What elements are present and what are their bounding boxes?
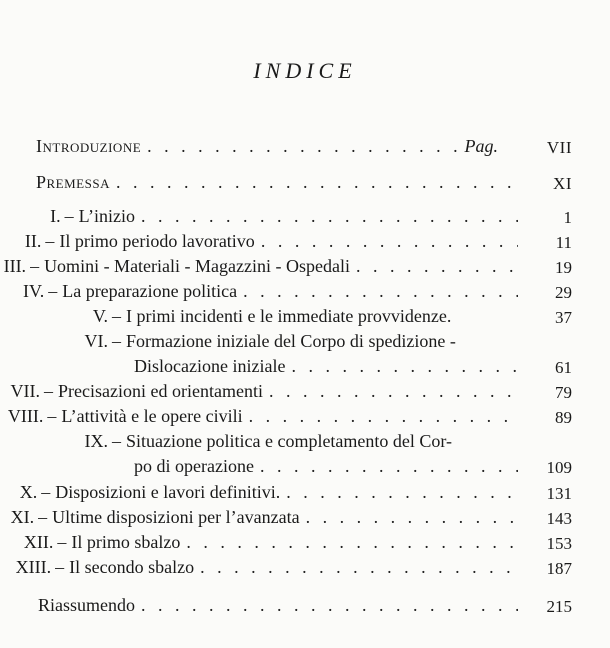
- toc-entry-title: I primi incidenti e le immediate provvidenze.: [126, 306, 452, 326]
- chapter-number: V.: [92, 306, 108, 326]
- toc-entry-title: Il secondo sbalzo: [69, 557, 195, 577]
- leader-dots: [135, 595, 518, 616]
- toc-entry-chapter-5[interactable]: [0, 306, 518, 330]
- toc-entry-chapter-9[interactable]: [0, 431, 550, 455]
- toc-entry-title: Formazione iniziale del Corpo di spedizione -: [126, 331, 456, 351]
- toc-entry-title: Il primo sbalzo: [71, 532, 181, 552]
- chapter-number: II.: [24, 231, 42, 251]
- toc-entry-title: Il primo periodo lavorativo: [59, 231, 255, 251]
- chapter-number: X.: [19, 482, 38, 502]
- toc-entry-title-continued: Dislocazione iniziale: [134, 356, 286, 376]
- toc-entry-chapter-1[interactable]: [0, 206, 518, 230]
- toc-entry-chapter-6-continued[interactable]: [134, 356, 518, 380]
- toc-page-number: 109: [546, 458, 572, 477]
- leader-dots: [254, 456, 518, 477]
- toc-page-number: 79: [555, 383, 572, 402]
- dash: –: [55, 557, 65, 577]
- toc-page-number: 89: [555, 408, 572, 427]
- dash: –: [112, 306, 121, 326]
- toc-page-number: 1: [563, 208, 572, 227]
- chapter-number: XI.: [10, 507, 35, 527]
- toc-page-number: 131: [546, 484, 572, 503]
- toc-entry-title: Situazione politica e completamento del Cor-: [126, 431, 453, 451]
- toc-entry-title: La preparazione politica: [62, 281, 238, 301]
- toc-entry-chapter-9-continued[interactable]: [134, 456, 518, 480]
- leader-dots: [263, 381, 518, 402]
- toc-entry-chapter-12[interactable]: [0, 532, 518, 556]
- toc-entry-introduzione[interactable]: [36, 136, 512, 160]
- dash: –: [38, 507, 48, 527]
- leader-dots: [243, 406, 518, 427]
- toc-entry-chapter-7[interactable]: [0, 381, 518, 405]
- leader-dots: [300, 507, 518, 528]
- toc-page-number: VII: [546, 138, 572, 157]
- toc-entry-title: Riassumendo: [38, 595, 135, 615]
- dash: –: [112, 331, 121, 351]
- dash: –: [45, 231, 55, 251]
- leader-dots: [237, 281, 518, 302]
- chapter-number: VIII.: [7, 406, 44, 426]
- toc-page-number: 29: [555, 283, 572, 302]
- leader-dots: [285, 356, 518, 377]
- toc-entry-title: Premessa: [36, 172, 110, 192]
- toc-entry-chapter-6[interactable]: [0, 331, 550, 355]
- chapter-number: XII.: [23, 532, 54, 552]
- toc-entry-title-continued: po di operazione: [134, 456, 254, 476]
- toc-entry-title: L’inizio: [78, 206, 135, 226]
- leader-dots: [255, 231, 518, 252]
- chapter-number: VI.: [84, 331, 108, 351]
- chapter-number: IV.: [23, 281, 45, 301]
- dash: –: [57, 532, 67, 552]
- page-title: INDICE: [253, 58, 357, 83]
- chapter-number: XIII.: [15, 557, 52, 577]
- toc-entry-title: L’attività e le opere civili: [61, 406, 243, 426]
- toc-entry-chapter-11[interactable]: [0, 507, 518, 531]
- toc-entry-premessa[interactable]: [36, 172, 518, 196]
- toc-entry-title: Precisazioni ed orientamenti: [58, 381, 263, 401]
- dash: –: [44, 381, 54, 401]
- toc-entry-title: Introduzione: [36, 136, 142, 156]
- dash: –: [112, 431, 121, 451]
- toc-entry-chapter-13[interactable]: [0, 557, 518, 581]
- toc-entry-title: Uomini - Materiali - Magazzini - Ospedali: [44, 256, 350, 276]
- leader-dots: [110, 172, 518, 193]
- chapter-number: VII.: [10, 381, 41, 401]
- toc-page-number: 19: [555, 258, 572, 277]
- toc-entry-chapter-10[interactable]: [0, 482, 518, 506]
- pag-label: Pag.: [464, 136, 498, 156]
- toc-page-number: 11: [555, 233, 572, 252]
- dash: –: [64, 206, 74, 226]
- leader-dots: [280, 482, 518, 503]
- toc-page-number: 37: [555, 308, 572, 327]
- dash: –: [30, 256, 40, 276]
- chapter-number: III.: [3, 256, 27, 276]
- chapter-number: I.: [50, 206, 61, 226]
- toc-entry-title: Ultime disposizioni per l’avanzata: [52, 507, 300, 527]
- toc-page-number: 61: [555, 358, 572, 377]
- leader-dots: [141, 136, 460, 157]
- toc-entry-chapter-8[interactable]: [0, 406, 518, 430]
- toc-page-number: 143: [546, 509, 572, 528]
- dash: –: [47, 406, 57, 426]
- leader-dots: [180, 532, 518, 553]
- leader-dots: [350, 256, 518, 277]
- toc-page-number: 153: [546, 534, 572, 553]
- toc-page-number: 187: [546, 559, 572, 578]
- toc-page-number: XI: [553, 174, 572, 193]
- toc-entry-chapter-2[interactable]: [0, 231, 518, 255]
- dash: –: [41, 482, 51, 502]
- toc-entry-title: Disposizioni e lavori definitivi.: [55, 482, 281, 502]
- dash: –: [48, 281, 58, 301]
- leader-dots: [194, 557, 518, 578]
- toc-entry-chapter-4[interactable]: [0, 281, 518, 305]
- toc-entry-riassumendo[interactable]: [38, 595, 518, 619]
- chapter-number: IX.: [84, 431, 108, 451]
- toc-page-number: 215: [546, 597, 572, 616]
- toc-entry-chapter-3[interactable]: [0, 256, 518, 280]
- leader-dots: [135, 206, 518, 227]
